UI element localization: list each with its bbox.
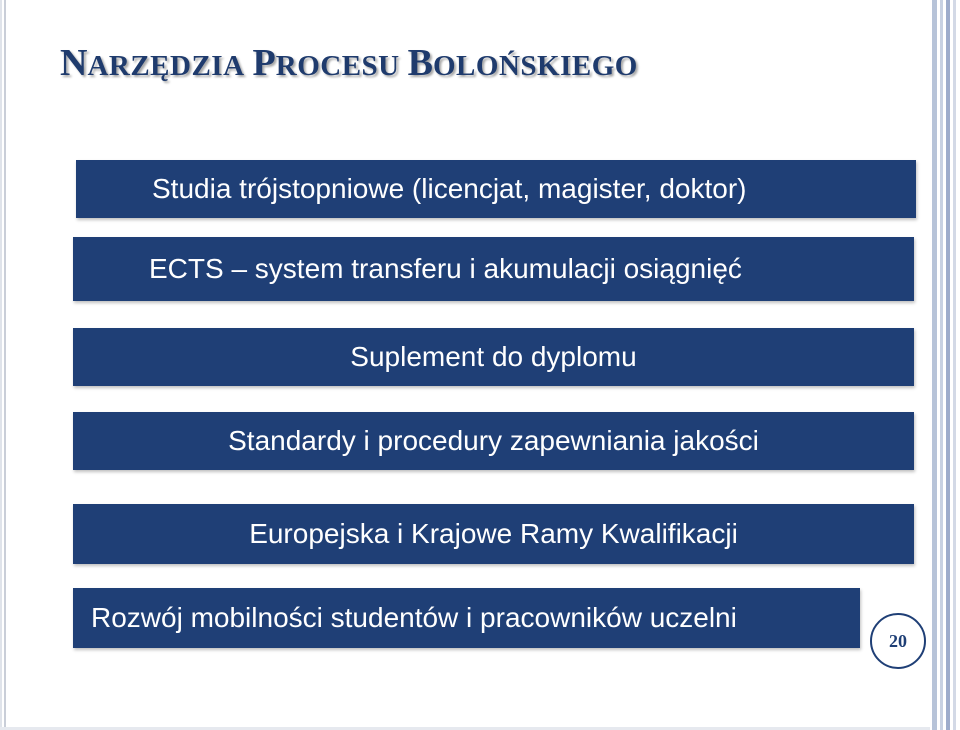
item-bar-ects — [73, 237, 914, 301]
title-word2-initial: P — [252, 42, 276, 84]
item-bar-standardy — [73, 412, 914, 470]
item-label: Europejska i Krajowe Ramy Kwalifikacji — [249, 518, 738, 549]
page-number-badge — [870, 613, 926, 669]
item-label: ECTS – system transferu i akumulacji osiągnięć — [149, 253, 742, 284]
slide-title — [60, 44, 638, 82]
slide-frame-right — [928, 0, 960, 730]
title-word1-initial: N — [60, 42, 88, 84]
item-label: Standardy i procedury zapewniania jakości — [228, 425, 759, 456]
item-bar-mobilnosc — [73, 588, 860, 648]
slide-frame-left — [0, 0, 8, 730]
item-bar-ramy — [73, 504, 914, 564]
item-bar-studia — [76, 160, 916, 218]
title-word3-initial: B — [407, 42, 433, 84]
item-label: Suplement do dyplomu — [350, 341, 637, 372]
item-label: Studia trójstopniowe (licencjat, magister, doktor) — [152, 173, 747, 204]
page-number: 20 — [889, 630, 907, 651]
title-word2-rest: ROCESU — [275, 50, 400, 82]
item-bar-suplement — [73, 328, 914, 386]
title-word1-rest: ARZĘDZIA — [87, 50, 245, 82]
title-word3-rest: OLOŃSKIEGO — [432, 50, 638, 82]
item-label: Rozwój mobilności studentów i pracowników uczelni — [91, 602, 737, 633]
